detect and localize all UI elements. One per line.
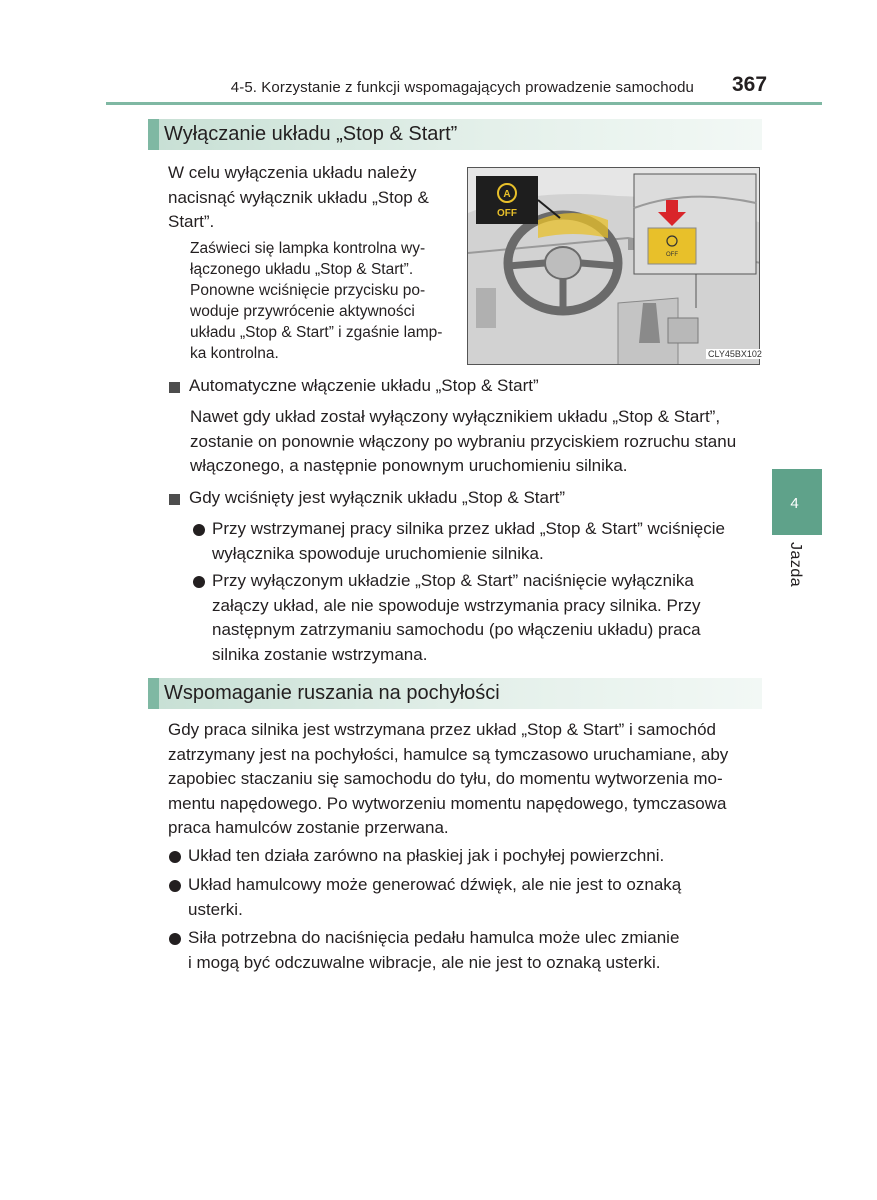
bullet-dot-icon	[169, 933, 181, 945]
bullet-dot-icon	[169, 880, 181, 892]
dashboard-drawing	[468, 168, 760, 365]
hill-bullet-2: Układ hamulcowy może generować dźwięk, ale nie jest to oznaką usterki.	[188, 875, 682, 919]
hill-start-paragraph: Gdy praca silnika jest wstrzymana przez układ „Stop & Start” i samochód zatrzymany jest na pochyłości, hamulce są tymczasowo uruchamiane, aby zapobiec staczaniu się samochodu do tyłu, do momentu wytworzenia mo- mentu napędowego. Po wytworzeniu momentu napędowego, tymczasowa praca hamulców zostanie przerwana.	[168, 720, 729, 837]
note-paragraph: Zaświeci się lampka kontrolna wy- łączonego układu „Stop & Start”. Ponowne wciśnięcie przycisku po- woduje przywrócenie aktywności układu „Stop & Start” i zgaśnie lamp- ka kontrolna.	[190, 240, 443, 362]
chapter-tab-label: Jazda	[787, 542, 804, 588]
header-rule	[106, 102, 822, 105]
section-title-hill-start: Wspomaganie ruszania na pochyłości	[148, 678, 762, 709]
off-indicator-label: OFF	[497, 208, 517, 219]
square-bullet-icon	[169, 494, 180, 505]
pressed-bullet-1: Przy wstrzymanej pracy silnika przez układ „Stop & Start” wciśnięcie wyłącznika spowoduje uruchomienie silnika.	[212, 519, 725, 563]
bullet-dot-icon	[193, 524, 205, 536]
subheading-auto-on: Automatyczne włączenie układu „Stop & Start”	[189, 376, 539, 395]
subheading-pressed: Gdy wciśnięty jest wyłącznik układu „Stop & Start”	[189, 488, 566, 507]
intro-paragraph: W celu wyłączenia układu należy nacisnąć wyłącznik układu „Stop & Start”.	[168, 163, 429, 231]
auto-on-paragraph: Nawet gdy układ został wyłączony wyłącznikiem układu „Stop & Start”, zostanie on ponownie włączony po wybraniu przyciskiem rozruchu stanu włączonego, a następnie ponownym uruchomieniu silnika.	[190, 407, 737, 475]
bullet-dot-icon	[193, 576, 205, 588]
section-title-stop-start-off: Wyłączanie układu „Stop & Start”	[148, 119, 762, 150]
figure-code: CLY45BX102	[708, 349, 762, 359]
chapter-tab	[772, 469, 822, 535]
hill-bullet-3: Siła potrzebna do naciśnięcia pedału hamulca może ulec zmianie i mogą być odczuwalne wibracje, ale nie jest to oznaką usterki.	[188, 928, 680, 972]
bullet-dot-icon	[169, 851, 181, 863]
square-bullet-icon	[169, 382, 180, 393]
svg-text:A: A	[503, 189, 511, 200]
svg-text:OFF: OFF	[666, 252, 678, 258]
dashboard-illustration	[467, 167, 760, 365]
chapter-header: 4-5. Korzystanie z funkcji wspomagających prowadzenie samochodu	[230, 79, 694, 96]
pressed-bullet-2: Przy wyłączonym układzie „Stop & Start” naciśnięcie wyłącznika załączy układ, ale nie spowoduje wstrzymania pracy silnika. Przy następnym zatrzymaniu samochodu (po włączeniu układu) praca silnika zostanie wstrzymana.	[212, 571, 701, 664]
chapter-tab-number: 4	[790, 495, 799, 512]
hill-bullet-1: Układ ten działa zarówno na płaskiej jak i pochyłej powierzchni.	[188, 846, 665, 865]
page-number: 367	[732, 73, 768, 96]
